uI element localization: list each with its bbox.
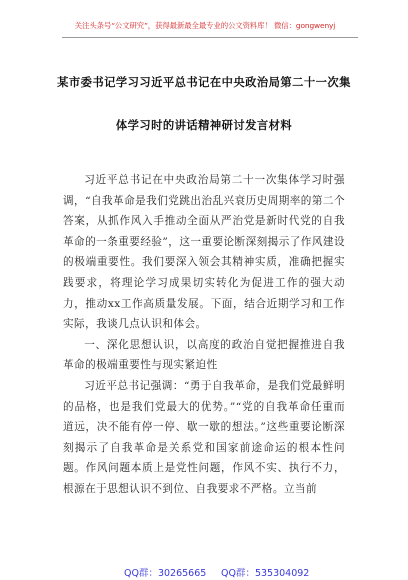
- header-divider: [62, 37, 358, 38]
- paragraph-section-1: 习近平总书记强调：“勇于自我革命，是我们党最鲜明的品格，也是我们党最大的优势。”“党的自我革命任重而道远，决不能有停一停、歇一歇的想法。”这些重要论断深刻揭示了自我革命是关系党和国家前途命运的根本性问题。作风问题本质上是党性问题，作风不实、执行不力，根源在于思想认识不到位、自我要求不严格。立当前: [63, 379, 345, 495]
- footer-qq-group-2: QQ群：535304092: [221, 568, 310, 579]
- document-body: [63, 170, 345, 500]
- section-heading-1: 一、深化思想认识，以高度的政治自觉把握推进自我革命的极端重要性与现实紧迫性: [63, 338, 345, 372]
- footer-qq-group-1: QQ群：30265665: [124, 568, 207, 579]
- paragraph-intro: 习近平总书记在中央政治局第二十一次集体学习时强调，“自我革命是我们党跳出治乱兴衰历史周期率的第二个答案，从抓作风入手推动全面从严治党是新时代党的自我革命的一条重要经验”，这一重要论断深刻揭示了作风建设的极端重要性。我们要深入领会其精神实质，准确把握实践要求，将理论学习成果切实转化为促进工作的强大动力，推动xx工作高质量发展。下面，结合近期学习和工作实际，我谈几点认识和体会。: [63, 174, 345, 331]
- document-title-line-1: 某市委书记学习习近平总书记在中央政治局第二十一次集: [57, 75, 351, 89]
- document-title-line-2: 体学习时的讲话精神研讨发言材料: [115, 118, 293, 132]
- header-banner: 关注头条号“公文研究”，获得最新最全最专业的公文资料库！ 微信：gongwenyj: [74, 21, 336, 30]
